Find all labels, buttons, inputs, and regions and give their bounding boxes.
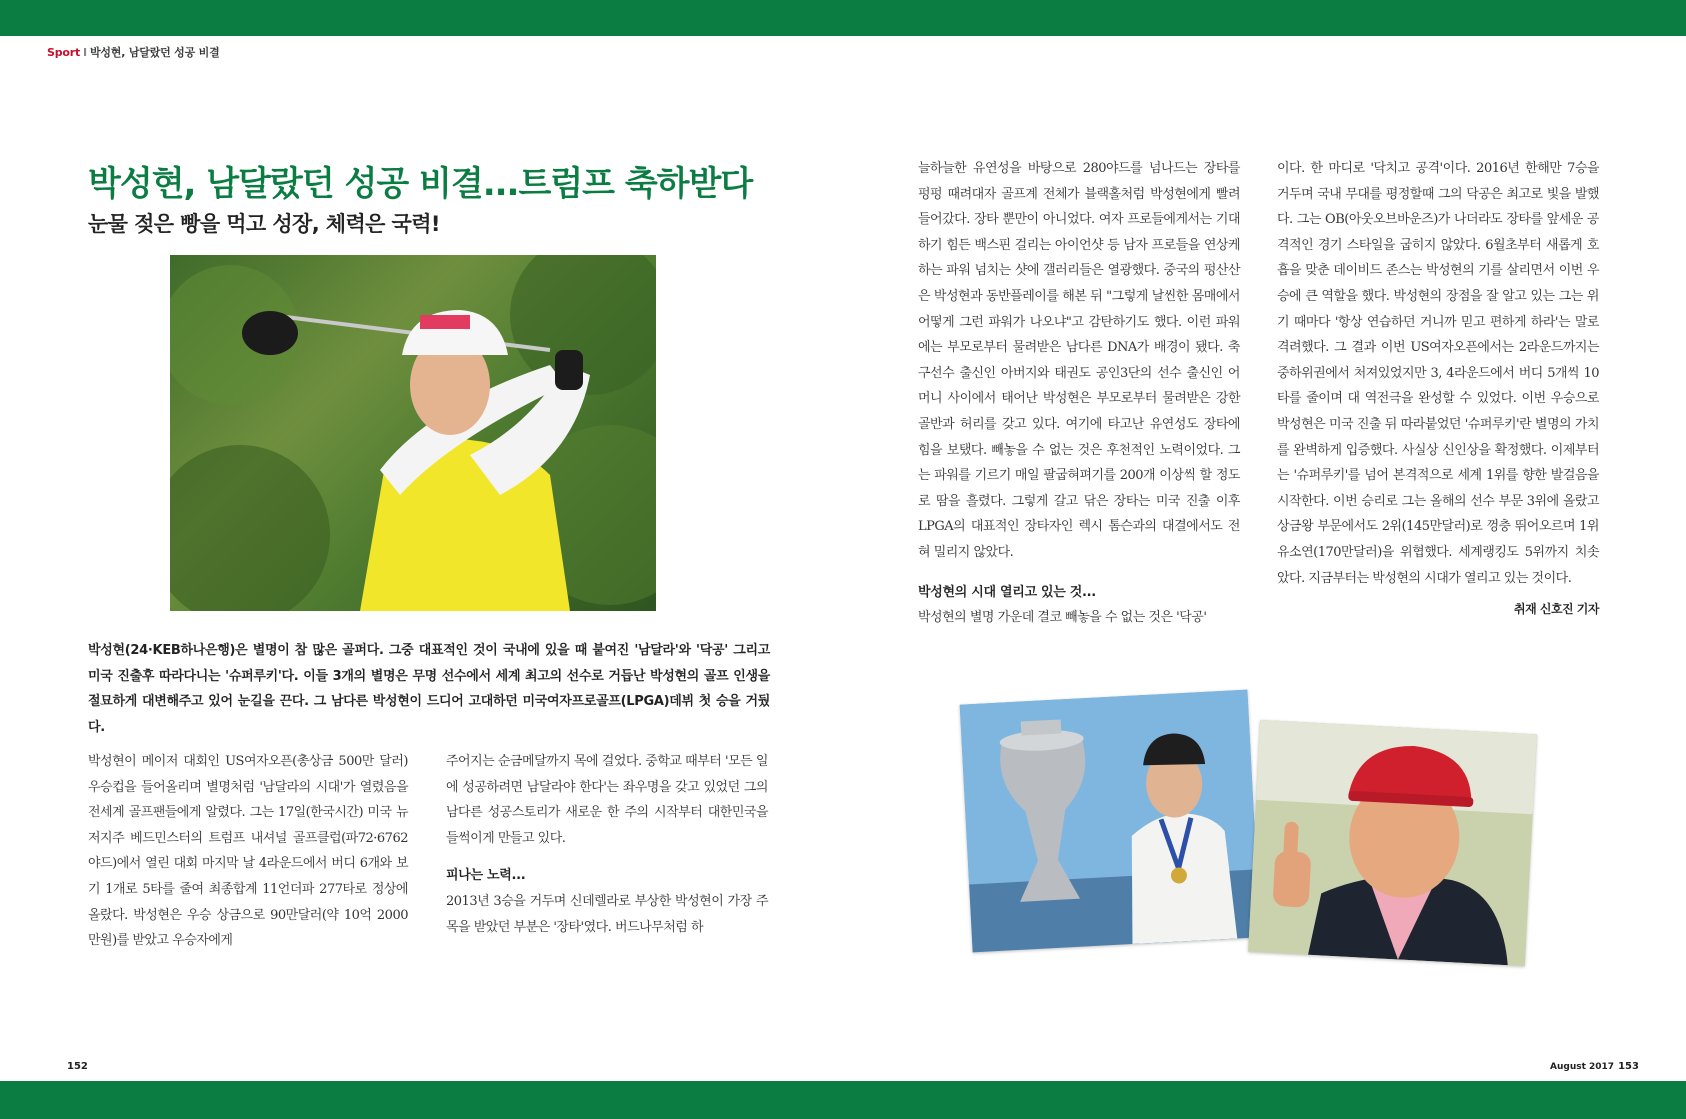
thumbs-up-photo (1248, 720, 1537, 966)
body-paragraph: 늘하늘한 유연성을 바탕으로 280야드를 넘나드는 장타를 펑펑 때려대자 골프계 전체가 블랙홀처럼 박성현에게 빨려들어갔다. 장타 뿐만이 아니었다. 여자 프로들에게서는 기대 하기 힘든 백스핀 걸리는 아이언샷 등 남자 프로들을 연상케 하는 파워 넘치는 샷에 갤러리들은 열광했다. 중국의 펑산산은 박성현과 동반플레이를 해본 뒤 "그렇게 날씬한 몸매에서 어떻게 그런 파워가 나오냐"고 감탄하기도 했다. 이런 파워에는 부모로부터 물려받은 남다른 DNA가 배경이 됐다. 축구선수 출신인 아버지와 태권도 공인3단의 선수 출신인 어머니 사이에서 태어난 박성현은 부모로부터 물려받은 강한 골반과 허리를 갖고 있다. 여기에 타고난 유연성도 장타에 힘을 보탰다. 빼놓을 수 없는 것은 후천적인 노력이었다. 그는 파워를 기르기 매일 팔굽혀펴기를 200개 이상씩 할 정도로 땀을 흘렸다. 그렇게 갈고 닦은 장타는 미국 진출 이후 LPGA의 대표적인 장타자인 렉시 톰슨과의 대결에서도 전혀 밀리지 않았다. (918, 161, 1240, 560)
running-header (47, 44, 220, 60)
page-number-left: 152 (67, 1061, 88, 1072)
golfer-swing-photo (170, 255, 656, 611)
trophy-photo (960, 690, 1261, 953)
body-column-4 (1277, 156, 1599, 623)
page-footer-right (1550, 1061, 1639, 1072)
body-paragraph: 박성현이 메이저 대회인 US여자오픈(총상금 500만 달러) 우승컵을 들어올리며 별명처럼 '남달라의 시대'가 열렸음을 전세계 골프팬들에게 알렸다. 그는 17일(한국시간) 미국 뉴저지주 베드민스터의 트럼프 내셔널 골프클럽(파72·6762야드)에서 열린 대회 마지막 날 4라운드에서 버디 6개와 보기 1개로 5타를 줄여 최종합계 11언더파 277타로 정상에 올랐다. 박성현은 우승 상금으로 90만달러(약 10억 2000만원)를 받았고 우승자에게 (88, 754, 408, 949)
section-heading-effort: 피나는 노력... (446, 868, 526, 884)
body-paragraph: 이다. 한 마디로 '닥치고 공격'이다. 2016년 한해만 7승을 거두며 국내 무대를 평정할때 그의 닥공은 최고로 빛을 발했다. 그는 OB(아웃오브바운즈)가 나더라도 장타를 앞세운 공격적인 경기 스타일을 굽히지 않았다. 6월초부터 새롭게 호흡을 맞춘 데이비드 존스는 박성현의 기를 살리면서 이번 우승에 큰 역할을 했다. 박성현의 장점을 잘 알고 있는 그는 위기 때마다 '항상 연습하던 거니까 믿고 편하게 하라'는 말로 격려했다. 그 결과 이번 US여자오픈에서는 2라운드까지는 중하위권에서 처져있었지만 3, 4라운드에서 버디 5개씩 10타를 줄이며 대 역전극을 완성할 수 있었다. 이번 우승으로 박성현은 미국 진출 뒤 따라붙었던 '슈퍼루키'란 별명의 가치를 완벽하게 입증했다. 사실상 신인상을 확정했다. 이제부터는 '슈퍼루키'를 넘어 본격적으로 세계 1위를 향한 발걸음을 시작한다. 이번 승리로 그는 올해의 선수 부문 3위에 올랐고 상금왕 부문에서도 2위(145만달러)로 껑충 뛰어오르며 1위 유소연(170만달러)을 위협했다. 세계랭킹도 5위까지 치솟았다. 지금부터는 박성현의 시대가 열리고 있는 것이다. (1277, 161, 1599, 586)
top-color-bar (0, 0, 1686, 36)
body-column-2 (446, 749, 768, 940)
section-heading-era: 박성현의 시대 열리고 있는 것... (918, 584, 1096, 600)
running-title: 박성현, 남달랐던 성공 비결 (89, 46, 220, 59)
body-paragraph: 박성현의 별명 가운데 결코 빼놓을 수 없는 것은 '닥공' (918, 610, 1207, 626)
article-title: 박성현, 남달랐던 성공 비결...트럼프 축하받다 (88, 164, 753, 204)
bottom-color-bar (0, 1081, 1686, 1119)
body-column-1 (88, 749, 408, 954)
magazine-issue: August 2017 (1550, 1062, 1615, 1072)
page-number-right: 153 (1618, 1061, 1639, 1072)
body-column-3 (918, 156, 1240, 631)
article-subtitle: 눈물 젖은 빵을 먹고 성장, 체력은 국력! (88, 212, 440, 236)
lead-paragraph: 박성현(24·KEB하나은행)은 별명이 참 많은 골퍼다. 그중 대표적인 것이 국내에 있을 때 붙여진 '남달라'와 '닥공' 그리고 미국 진출후 따라다니는 '슈퍼루키'다. 이들 3개의 별명은 무명 선수에서 세계 최고의 선수로 거듭난 박성현의 골프 인생을 절묘하게 대변해주고 있어 눈길을 끈다. 그 남다른 박성현이 드디어 고대하던 미국여자프로골프(LPGA)데뷔 첫 승을 거뒀다. (88, 643, 770, 735)
section-label: Sport (47, 46, 81, 59)
body-paragraph: 2013년 3승을 거두며 신데렐라로 부상한 박성현이 가장 주목을 받았던 부분은 '장타'였다. 버드나무처럼 하 (446, 893, 768, 935)
header-separator: I (83, 46, 87, 59)
body-paragraph: 주어지는 순금메달까지 목에 걸었다. 중학교 때부터 '모든 일에 성공하려면 남달라야 한다'는 좌우명을 갖고 있었던 그의 남다른 성공스토리가 새로운 한 주의 시작부터 대한민국을 들썩이게 만들고 있다. (446, 754, 768, 846)
byline: 취재 신호진 기자 (1513, 602, 1599, 617)
